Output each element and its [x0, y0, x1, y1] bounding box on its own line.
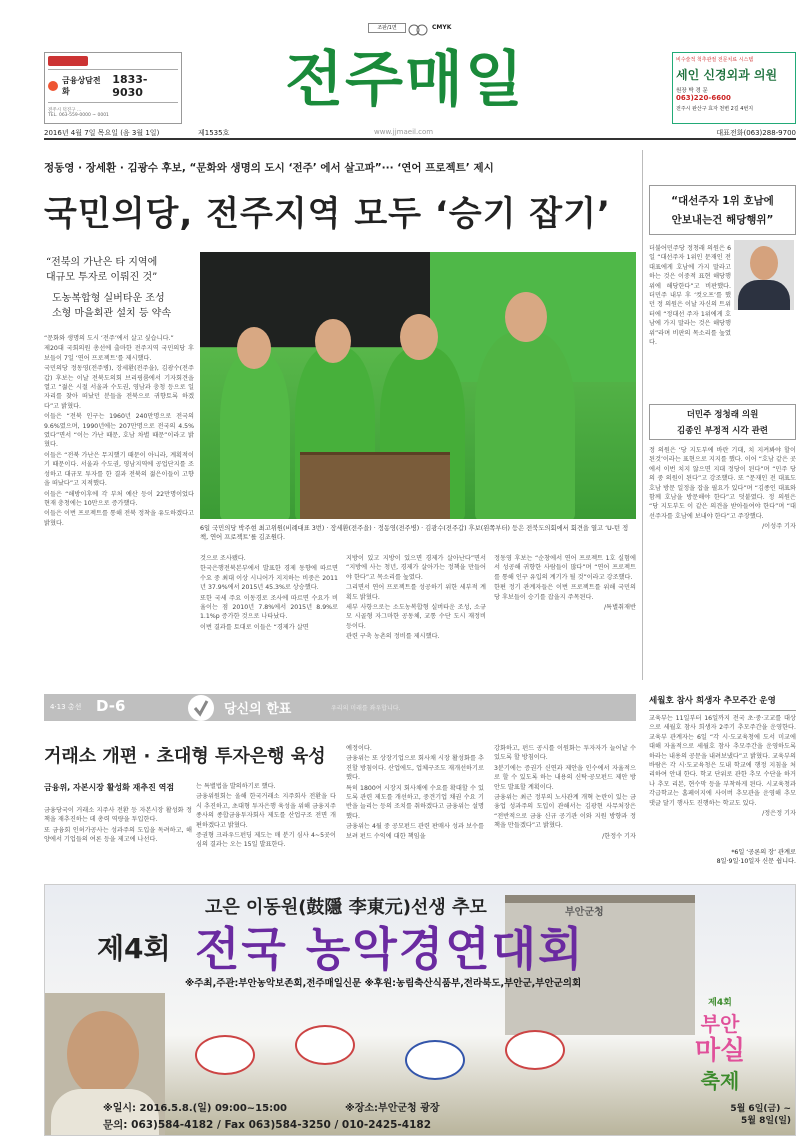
paragraph: 정 의원은 ‘당 지도부에 바란 기대, 치 지켜봐야 할이 된것’이라는 표현으로 지지를 했다. 이어 “호남 같은 곳에서 이번 치지 않으면 지대 정당이 된다”며 “민주 당의 중 의원이 된다”고 강조했다. 또 “문재인 전 대표도 호남 방문 일정을 잡을 필요가 있다”며 “김종인 대표와 함께 호남을 방문해야 한다”고 덧붙였다. 정 의원은 “당 지도부도 이 같은 의견을 받아들여야 한다”며 “대선주자를 호남에 보내야 한다”고 주장했다. — [649, 447, 796, 520]
paragraph: 교육부는 11일부터 16일까지 전국 초·중·고교를 대상으로 세월호 참사 희생자 2주기 추모주간을 운영한다. 교육부 관계자는 6일 “각 시·도교육청에 도서 미교에 대해 자율적으로 세월호 참사 추모주간을 운영하도록 하라는 내용의 공문을 내려보냈다”고 밝혔다. 교육부의 바람은 각 시·도교육청은 도내 학교에 행정 지침을 처리하여 안내 한다. 학교 단위로 관한 추모 수단을 하거나 추모 리본, 현수막 등을 부착하게 된다. 시교육청과 각급학교는 홈페이지에 사이버 추모관을 운영해 추모 댓글 달기 행사도 진행하는 학교도 있다. — [649, 715, 796, 807]
paragraph: “문화와 생명의 도시 ‘전주’에서 살고 싶습니다.” — [44, 335, 174, 342]
sidebar-sub-box — [649, 404, 796, 440]
ad-top-title: 고은 이동원(鼓隱 李東元)선생 추모 — [205, 897, 487, 918]
festival-line1: 제4회 — [708, 998, 732, 1008]
lead-body-mid2 — [346, 554, 486, 674]
ad-right-address: 전주시 완산구 효자 천변 2길 4번지 — [676, 106, 754, 112]
paragraph: 그리면서 연어 프로젝트를 성공하기 위한 세부적 계획도 밝혔다. — [346, 584, 486, 601]
masthead-title: 전주매일 — [285, 45, 525, 115]
edition-tag: 조판/1면 — [368, 23, 406, 33]
sidebar-quote2: 안보내는건 해당행위” — [671, 214, 774, 226]
lead-kicker: 정동영 · 장세환 · 김광수 후보, “문화와 생명의 도시 ‘전주’ 에서 살고파”··· ‘연어 프로젝트’ 제시 — [44, 162, 494, 174]
paragraph: 금융위는 4월 중 공모펀드 관련 판매사 성과 보수를 보려 펀드 수익에 대한 책임을 — [346, 823, 484, 840]
sidebar2-body — [649, 714, 796, 844]
paragraph: 정동영 후보는 “순창에서 연어 프로젝트 1호 실험에서 성공해 귀향한 사람들이 많다”며 “연어 프로젝트를 통해 인구 유입의 계기가 될 것”이라고 강조했다. — [494, 555, 636, 581]
sidebar-quote-box — [649, 185, 796, 235]
paragraph: 금융위는 또 상장기업으로 회사채 시장 활성화를 추진할 방침이다. 산업에도, 업체구조도 재개선하기로 했다. — [346, 755, 484, 782]
paragraph: 더불어민주당 정청래 의원은 6일 “대선주자 1위인 문재인 전 대표에게 호남에 가지 말라고 하는 것은 이중적 표현 해당행위에 해당한다”고 비판했다. 더민주 내부 후 ‘컷오프’를 했던 정 의원은 이날 자신의 트위터에 “정대선 주자 1위에게 호남에 가지 말라는 것은 해당행위”라며 비판의 목소리를 높였다. — [649, 245, 731, 347]
paragraph: 이들은 이번 프로젝트를 통해 전북 정착을 유도하겠다고 밝혔다. — [44, 510, 194, 527]
contact-phone: 대표전화(063)288-9700 — [716, 129, 796, 137]
lead-photo-caption: 6일 국민의당 박주현 최고위원(비례대표 3번) · 장세환(전주을) · 정동영(전주병) · 김광수(전주갑) 후보(왼쪽부터) 등은 전북도의회에서 회견을 열고 ‘U-턴 정책, 연어 프로젝트’를 김조원다. — [200, 525, 629, 541]
paragraph: 는 특별법을 발의하기로 했다. — [196, 783, 276, 790]
paragraph: 금융위원회는 올해 한국거래소 지주회사 전환을 다시 추진하고, 초대형 투자은행 육성을 위해 금융지주 종사의 종합금융투자회사 제도를 산업구조 전면 개편하겠다고 밝혔다. — [196, 793, 336, 829]
paragraph: 것으로 조사됐다. — [200, 555, 246, 562]
note-line1: *6일 ‘공론의 장’ 관계로 — [731, 849, 796, 856]
subhead-line1: “전북의 가난은 타 지역에 — [46, 257, 158, 268]
ad-date: ※일시: 2016.5.8.(일) 09:00~15:00 — [103, 1103, 287, 1114]
date-line: 2016년 4월 7일 목요일 (음 3월 1일) — [44, 129, 160, 137]
ad-place: ※장소:부안군청 광장 — [345, 1103, 440, 1114]
lead-photo — [200, 252, 636, 519]
paragraph: 이들은 “해방이후에 각 부처 예산 등이 22만명이었다 현재 충청에는 10만으로 증가했다. — [44, 490, 194, 507]
site-url[interactable]: www.jjmaeil.com — [374, 128, 434, 136]
podium — [300, 452, 450, 519]
cmyk-marks — [408, 21, 428, 33]
paragraph: 금융위는 최근 정부의 노사관계 개혁 논란이 있는 금융업 성과주의 도입이 관해서는 김광현 사무처장은 “전반적으로 금융 신규 공기관 이와 지원 방향과 정책을 만들겠다”고 밝혔다. — [494, 794, 636, 830]
paragraph: 강화하고, 펀드 공시를 이원화는 투자자가 늘어날 수 있도록 할 방침이다. — [494, 745, 636, 762]
ad-dancers — [175, 1005, 615, 1095]
ad-right-name: 세인 신경외과 의원 — [676, 68, 778, 82]
ad-right-phone: 063)220-6600 — [676, 94, 731, 102]
lead-subhead-promises — [52, 291, 202, 321]
ad-right-doctor: 원장 박 경 문 — [676, 88, 708, 94]
election-dday: D-6 — [96, 697, 126, 715]
masthead-right-ad — [672, 52, 796, 124]
building-sign: 부안군청 — [565, 907, 604, 918]
byline: /한정수 기자 — [602, 832, 636, 840]
paragraph: 3분기에는 증권가 신연과 제안을 인수에서 자율적으로 할 수 있도록 하는 내용의 신탁·공모펀드 제안 방안도 발표할 계획이다. — [494, 764, 636, 791]
sidebar-body1 — [649, 244, 731, 394]
sidebar2-note — [649, 848, 796, 866]
sidebar-quote1: “대선주자 1위 호남에 — [671, 195, 774, 207]
festival-dates — [685, 1103, 791, 1127]
paragraph: 관련 구축 농촌의 정비를 제시했다. — [346, 633, 440, 641]
sidebar-portrait — [734, 240, 794, 310]
ad-left-small2: TEL. 063-559-0000 ~ 0001 — [48, 113, 109, 118]
lead-body-right — [494, 554, 636, 674]
sidebar-sub-head: 김종인 부정적 시각 관련 — [677, 426, 768, 436]
festival-line4: 축제 — [700, 1069, 740, 1093]
ad-contact: 문의: 063)584-4182 / Fax 063)584-3250 / 010-2425-4182 — [103, 1119, 432, 1131]
ad-right-top: 비수술적 척추관절 전문치료 시스템 — [676, 57, 754, 63]
festival-dates1: 5월 6일(금) ~ — [730, 1104, 791, 1114]
sidebar-body2 — [649, 446, 796, 668]
ad-left-label: 금융상담전화 — [61, 76, 101, 96]
bottom-ad — [44, 884, 796, 1136]
festival-logo — [655, 995, 785, 1105]
subhead-line4: 소형 마을회관 설치 등 약속 — [52, 308, 171, 319]
ad-left-small1: 전주시 덕진구 ... — [48, 108, 82, 113]
paragraph: 이들은 “전북 인구는 1960년 240만명으로 전국의 9.6%였으며, 1990년에는 207만명으로 전국의 4.5%였다”면서 “이는 가난 때문, 호남 차별 때문”이라고 밝혔다. — [44, 413, 194, 449]
paragraph: 또한 국세 주요 이동경로 조사에 따르면 수요가 비율이는 점 2010년 7.8%에서 2015년 8.9%로 1.1%p 증가한 것으로 나타났다. — [200, 594, 338, 621]
sidebar-sub-kicker: 더민주 정청래 의원 — [686, 410, 759, 420]
byline: /정은정 기자 — [762, 810, 796, 818]
ad-elder-photo — [45, 993, 165, 1136]
paragraph: 한편 정기 관계자들은 이번 프로젝트를 위해 국민의당 후보들이 승기를 잡을지 주목된다. — [494, 584, 636, 601]
paragraph: 세부 사항으로는 소도농복합형 실버타운 조성, 소규모 시골형 자그마한 공동체, 교통 수단 도시 재정비 등이다. — [346, 604, 486, 630]
paragraph: 예정이다. — [346, 745, 372, 752]
ad-title-number: 제4회 — [97, 932, 171, 965]
date-line-bar — [44, 127, 796, 140]
paragraph: 제20대 국회의원 총선에 출마한 전주지역 국민의당 후보들이 7일 ‘연어 프로젝트’를 제시했다. — [44, 345, 194, 362]
paragraph: 금융당국이 거래소 지주사 전환 등 자본시장 활성화 정책을 재추진하는 데 총력 역량을 투입한다. — [44, 807, 192, 824]
masthead-left-ad — [44, 52, 182, 124]
ad-big-title: 전국 농악경연대회 — [195, 922, 585, 976]
subhead-line2: 대규모 투자로 이뤄진 것” — [46, 272, 158, 283]
second-body2 — [196, 782, 336, 876]
election-slogan: 당신의 한표 — [224, 702, 292, 717]
lead-subhead-quote — [46, 255, 196, 285]
note-line2: 8일·9일·10일자 신문 쉽니다. — [716, 858, 796, 865]
subhead-line3: 도농복합형 실버타운 조성 — [52, 293, 165, 304]
paragraph: 특히 1800여 시장지 회사채에 수요를 확대할 수 있도록 관련 제도를 개선하고, 중견기업 채권 수요 기반을 늘리는 등의 조치를 취하겠다고 금융위는 설명했다. — [346, 784, 484, 820]
ad-left-phone: 1833-9030 — [112, 73, 148, 99]
byline: /특별취재반 — [604, 604, 636, 612]
election-bar — [44, 694, 636, 721]
election-label: 4·13 총선 — [50, 703, 82, 711]
second-body1 — [44, 806, 192, 876]
ballot-check-icon — [188, 695, 214, 721]
lead-headline: 국민의당, 전주지역 모두 ‘승기 잡기’ — [44, 194, 611, 234]
phone-icon — [48, 81, 58, 91]
issue-number: 제1535호 — [198, 129, 230, 137]
second-headline: 거래소 개편 · 초대형 투자은행 육성 — [44, 746, 326, 767]
ad-sponsors: ※주최,주관:부안농악보존회,전주매일신문 ※후원:농림축산식품부,전라북도,부안군,부안군의회 — [185, 978, 582, 989]
paragraph: 지방이 있고 지방이 있으면 경제가 살아난다”면서 “지방에 사는 청년, 경제가 살아가는 정책을 만들어야 한다”고 목소리를 높였다. — [346, 555, 486, 581]
lead-body-mid — [200, 554, 338, 674]
festival-line2: 부안 — [700, 1012, 740, 1036]
second-body3 — [346, 744, 484, 876]
paragraph: 한국은행전북본부에서 발표한 경제 동향에 따르면 수요 중 최대 이상 시니어가 지지하는 비중은 2011년 37.9%에서 2015년 45.3%로 상승했다. — [200, 565, 338, 592]
bank-logo-icon — [48, 56, 88, 66]
festival-line3: 마실 — [694, 1036, 746, 1066]
cmyk-label: CMYK — [432, 24, 452, 31]
election-sub: 우리의 미래를 좌우합니다. — [331, 705, 401, 712]
paragraph: 증권형 크라우드펀딩 제도는 매 분기 심사 4~5곳이 심의 결과는 오는 15일 발표한다. — [196, 832, 336, 849]
paragraph: 또 금융회 인허가공사는 성과주의 도입을 독려하고, 해양에서 기업들의 여론 등을 제고에 나선다. — [44, 826, 192, 844]
paragraph: 이들은 “전북 가난은 무지했기 때문이 아니라, 계획적이기 때문이다. 서울과 수도권, 영남지역에 공업단지를 조성하고 대규모 투자를 한 결과 전북의 젊은이들이 고향을 떠났다”고 지적했다. — [44, 451, 194, 488]
festival-dates2: 5월 8일(일) — [741, 1116, 791, 1126]
second-body4 — [494, 744, 636, 876]
paragraph: 국민의당 정동영(전주병), 장세환(전주을), 김광수(전주갑) 후보는 이날 전북도의회 브리핑룸에서 기자회견을 열고 “젊은 시절 서울과 수도권, 영남과 충청 등으로 일자리를 찾아 떠났던 분들을 전북으로 귀향토록 하겠다”고 밝혔다. — [44, 365, 194, 410]
sidebar-divider — [642, 150, 643, 680]
second-kicker: 금융위, 자본시장 활성화 재추진 역점 — [44, 783, 175, 792]
paragraph: 이번 결과를 토대로 이들은 “경제가 살면 — [200, 623, 309, 631]
lead-body-left — [44, 334, 194, 674]
sidebar2-headline: 세월호 참사 희생자 추모주간 운영 — [649, 694, 796, 711]
byline: /이성주 기자 — [762, 523, 796, 531]
